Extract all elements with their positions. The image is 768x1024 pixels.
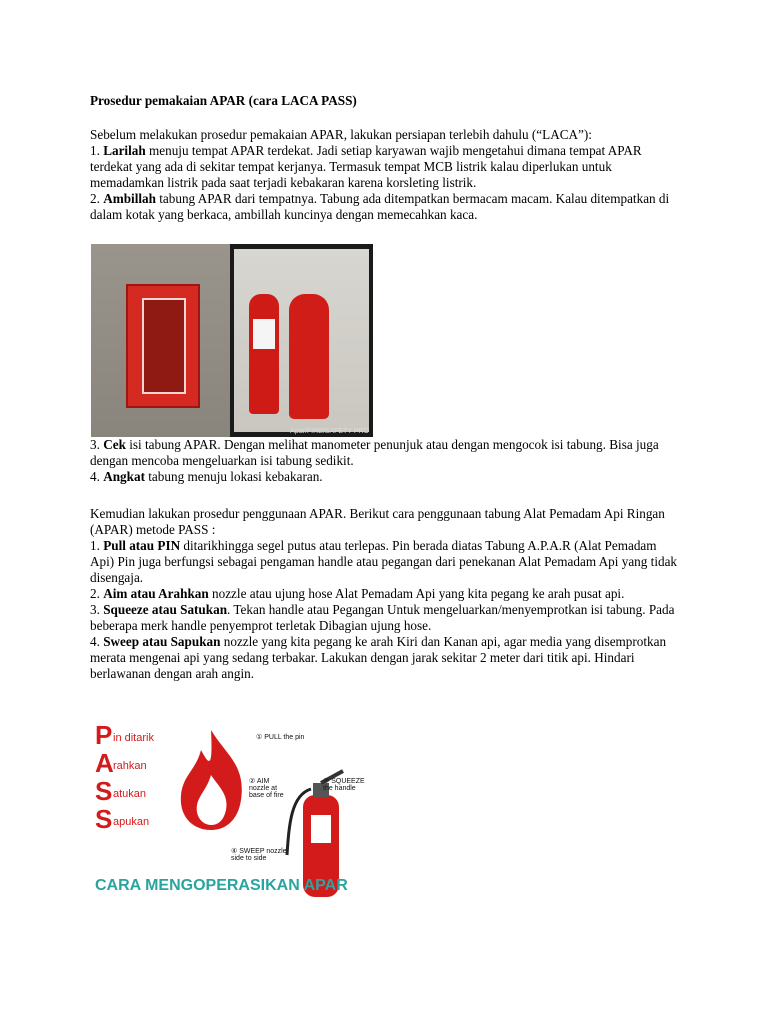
fire-extinguisher-photo <box>91 244 373 437</box>
extinguisher-cabinet <box>126 284 200 408</box>
item-text: nozzle atau ujung hose Alat Pemadam Api yang kita pegang ke arah pusat api. <box>208 586 625 601</box>
item-text: tabung APAR dari tempatnya. Tabung ada ditempatkan bermacam macam. Kalau ditempatkan di dalam kotak yang berkaca, ambillah kuncinya dengan memecahkan kaca. <box>90 191 670 222</box>
laca-intro: Sebelum melakukan prosedur pemakaian APAR, lakukan persiapan terlebih dahulu (“LACA”): <box>90 127 592 142</box>
item-text: . Tekan handle atau Pegangan Untuk mengeluarkan/menyemprotkan isi tabung. Pada beberapa merk handle penyemprot terletak Dibagian ujung hose. <box>90 602 675 633</box>
letter-big: A <box>95 748 114 778</box>
item-term: Squeeze atau Satukan <box>103 602 228 617</box>
step-aim: ② AIM nozzle at base of fire <box>249 778 284 799</box>
letter-small: in ditarik <box>113 732 154 744</box>
extinguisher-label <box>253 319 275 349</box>
pass-item-3 <box>90 602 680 634</box>
item-term: Aim atau Arahkan <box>103 586 209 601</box>
item-term: Larilah <box>103 143 146 158</box>
laca-section-continued <box>90 437 680 485</box>
photo-caption: Apar/FIRE/SAFETY PRO <box>290 428 369 435</box>
step-pull: ① PULL the pin <box>256 734 305 741</box>
pass-item-2 <box>90 586 680 602</box>
item-number: 1. <box>90 143 104 158</box>
item-number: 3. <box>90 437 104 452</box>
letter-big: P <box>95 720 113 750</box>
extinguisher-small <box>249 294 279 414</box>
page-title: Prosedur pemakaian APAR (cara LACA PASS) <box>90 93 357 108</box>
item-text: isi tabung APAR. Dengan melihat manometer penunjuk atau dengan mengocok isi tabung. Bisa juga dengan mencoba mengeluarkan isi tabung sedikit. <box>90 437 659 468</box>
extinguishers-photo <box>234 249 369 432</box>
pass-intro: Kemudian lakukan prosedur penggunaan APAR. Berikut cara penggunaan tabung Alat Pemadam Api Ringan (APAR) metode PASS : <box>90 506 665 537</box>
item-text: menuju tempat APAR terdekat. Jadi setiap karyawan wajib mengetahui dimana tempat APAR terdekat yang ada di sekitar tempat kerjanya. Termasuk tempat MCB listrik kalau diperlukan untuk memadamkan listrik pada saat terjadi kebakaran karena korsleting listrik. <box>90 143 642 190</box>
item-number: 4. <box>90 634 104 649</box>
extinguisher-large <box>289 294 329 419</box>
laca-item-4 <box>90 469 680 485</box>
item-term: Cek <box>103 437 126 452</box>
pass-item-4 <box>90 634 680 682</box>
item-number: 4. <box>90 469 104 484</box>
letter-big: S <box>95 776 113 806</box>
item-term: Angkat <box>103 469 145 484</box>
step-squeeze: ③ SQUEEZE the handle <box>323 778 365 792</box>
item-number: 3. <box>90 602 104 617</box>
letter-small: atukan <box>113 788 147 800</box>
item-number: 1. <box>90 538 104 553</box>
laca-item-3 <box>90 437 680 469</box>
step-sweep: ④ SWEEP nozzle side to side <box>231 848 287 862</box>
item-term: Ambillah <box>103 191 156 206</box>
laca-item-2 <box>90 191 680 223</box>
pass-infographic <box>91 715 371 905</box>
item-text: nozzle yang kita pegang ke arah Kiri dan Kanan api, agar media yang disemprotkan merata mengenai api yang sedang terbakar. Lakukan dengan jarak sekitar 2 meter dari titik api. Hindari berlawanan dengan arah angin. <box>90 634 667 681</box>
laca-section <box>90 127 680 223</box>
pass-section <box>90 506 680 682</box>
cabinet-glass <box>142 298 186 394</box>
item-term: Pull atau PIN <box>103 538 181 553</box>
item-number: 2. <box>90 586 104 601</box>
item-term: Sweep atau Sapukan <box>103 634 221 649</box>
item-text: ditarikhingga segel putus atau terlepas. Pin berada diatas Tabung A.P.A.R (Alat Pemadam Api) Pin juga berfungsi sebagai pengaman handle atau pegangan dari penekanan Alat Pemadam Api yang tidak disengaja. <box>90 538 678 585</box>
item-number: 2. <box>90 191 104 206</box>
letter-small: apukan <box>113 816 150 828</box>
letter-big: S <box>95 804 113 834</box>
pass-item-1 <box>90 538 680 586</box>
infographic-footer: CARA MENGOPERASIKAN APAR <box>95 877 348 894</box>
flame-icon <box>171 725 251 835</box>
letter-small: rahkan <box>113 760 147 772</box>
item-text: tabung menuju lokasi kebakaran. <box>144 469 323 484</box>
laca-item-1 <box>90 143 680 191</box>
cabinet-photo <box>91 244 230 437</box>
